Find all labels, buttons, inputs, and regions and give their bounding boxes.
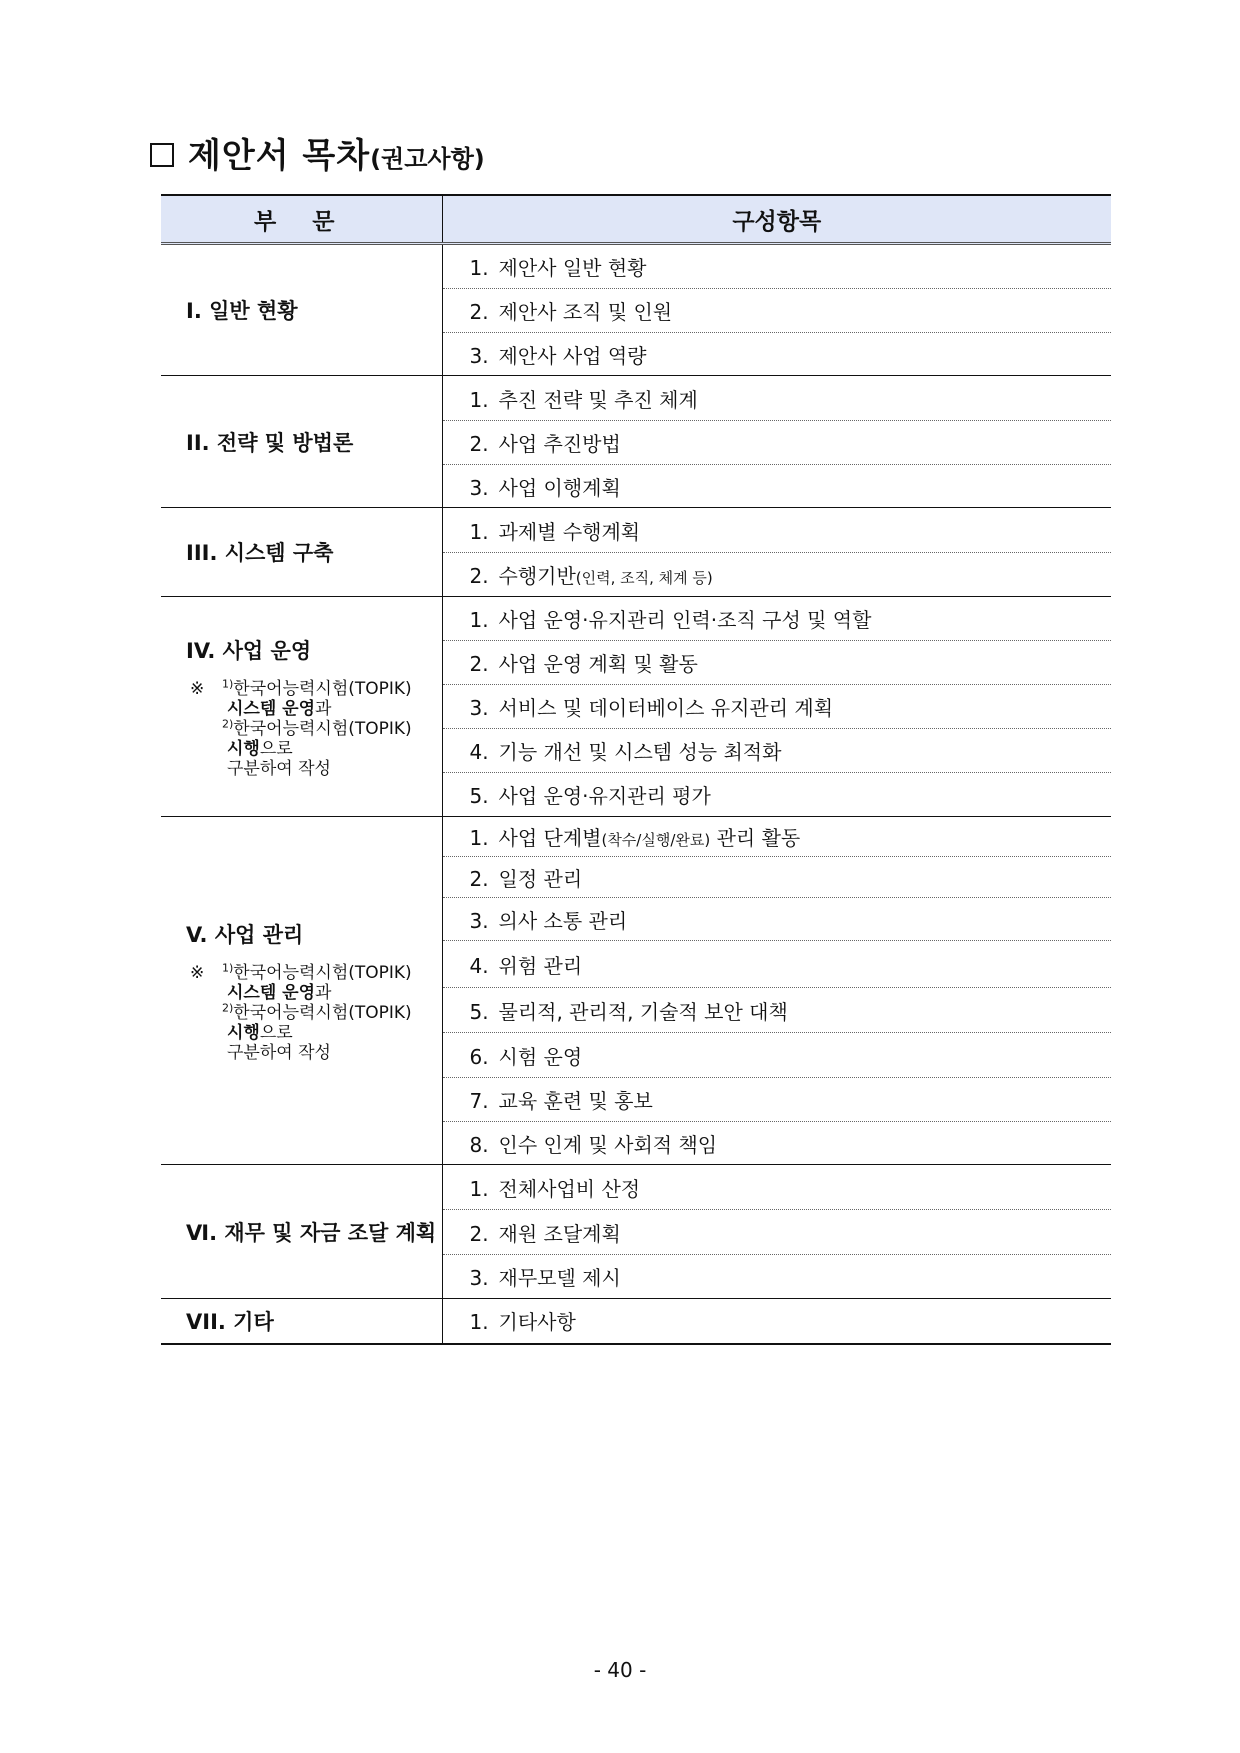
item-number: 4. [469, 740, 489, 764]
item-text: 위험 관리 [498, 953, 583, 978]
note-line: 구분하여 작성 [227, 1042, 331, 1063]
item-number: 2. [469, 652, 489, 676]
table-row [161, 508, 1111, 553]
item-number: 1. [469, 1176, 489, 1201]
note-bold: 시스템 운영 [227, 698, 316, 719]
item-cell [442, 1255, 1111, 1299]
checkbox-square-icon [150, 143, 174, 167]
note-sup: 2) [222, 716, 234, 730]
note-line: 한국어능력시험(TOPIK) [233, 1002, 412, 1023]
item-cell [442, 1078, 1111, 1122]
item-text: 수행기반 [498, 564, 576, 588]
item-cell [442, 1033, 1111, 1078]
item-cell [442, 508, 1111, 553]
section-cell [161, 244, 442, 376]
table-header-row [161, 195, 1111, 244]
item-cell [442, 988, 1111, 1033]
item-cell [442, 597, 1111, 641]
item-text: 서비스 및 데이터베이스 유지관리 계획 [498, 696, 834, 720]
item-text: 사업 이행계획 [498, 475, 621, 500]
item-number: 1. [469, 608, 489, 632]
item-number: 8. [469, 1132, 489, 1157]
item-text: 기능 개선 및 시스템 성능 최적화 [498, 740, 782, 764]
header-items: 구성항목 [442, 195, 1111, 244]
item-number: 2. [469, 1221, 489, 1246]
item-cell [442, 898, 1111, 941]
item-number: 7. [469, 1089, 489, 1113]
item-detail: (착수/실행/완료) [601, 831, 711, 849]
header-section: 부 문 [161, 195, 442, 244]
item-text: 사업 단계별 [498, 826, 602, 850]
item-cell [442, 641, 1111, 685]
toc-table [161, 194, 1111, 1345]
item-number: 2. [469, 300, 489, 324]
item-text: 사업 운영·유지관리 인력·조직 구성 및 역할 [498, 608, 872, 632]
note-line: 한국어능력시험(TOPIK) [233, 962, 412, 983]
item-text: 전체사업비 산정 [498, 1176, 641, 1201]
note-line: 과 [315, 698, 332, 719]
page-number: - 40 - [593, 1658, 647, 1682]
note-line: 한국어능력시험(TOPIK) [233, 678, 412, 699]
item-number: 6. [469, 1044, 489, 1069]
item-number: 1. [469, 519, 489, 544]
item-text-after: 관리 활동 [710, 826, 801, 850]
toc-body [161, 244, 1111, 1344]
item-text: 의사 소통 관리 [498, 908, 628, 933]
note-bold: 시스템 운영 [227, 982, 316, 1003]
item-number: 5. [469, 784, 489, 808]
section-title: Ⅵ. 재무 및 자금 조달 계획 [186, 1220, 437, 1245]
item-cell [442, 289, 1111, 333]
section-title: III. 시스템 구축 [186, 541, 334, 565]
item-text: 사업 운영 계획 및 활동 [498, 652, 698, 676]
table-row [161, 244, 1111, 289]
section-title: II. 전략 및 방법론 [186, 430, 354, 455]
item-cell [442, 465, 1111, 508]
item-number: 5. [469, 999, 489, 1024]
item-number: 3. [469, 475, 489, 500]
section-note [186, 676, 442, 779]
item-cell [442, 1122, 1111, 1165]
note-bold: 시행 [227, 738, 260, 759]
section-title: I. 일반 현황 [186, 299, 298, 323]
item-cell [442, 376, 1111, 421]
item-cell [442, 941, 1111, 988]
item-cell [442, 1165, 1111, 1210]
item-cell [442, 817, 1111, 857]
item-number: 3. [469, 696, 489, 720]
note-sup: 1) [222, 676, 234, 690]
section-cell [161, 597, 442, 817]
item-number: 1. [469, 387, 489, 412]
note-line: 구분하여 작성 [227, 758, 331, 779]
item-text: 제안사 일반 현황 [498, 256, 647, 280]
item-cell [442, 773, 1111, 817]
item-detail: (인력, 조직, 체계 등) [575, 569, 713, 587]
table-row [161, 1299, 1111, 1344]
section-cell [161, 376, 442, 508]
item-number: 3. [469, 1266, 489, 1290]
note-line: 으로 [259, 1022, 293, 1043]
section-title: VII. 기타 [186, 1309, 274, 1334]
item-number: 3. [469, 908, 489, 933]
section-cell [161, 817, 442, 1165]
item-number: 1. [469, 256, 489, 280]
item-text: 사업 운영·유지관리 평가 [498, 784, 711, 808]
item-text: 교육 훈련 및 홍보 [498, 1089, 653, 1113]
item-number: 2. [469, 564, 489, 588]
title-main: 제안서 목차 [188, 136, 371, 176]
item-text: 일정 관리 [498, 866, 583, 891]
item-text: 재원 조달계획 [498, 1221, 621, 1246]
item-cell [442, 1210, 1111, 1255]
item-cell [442, 857, 1111, 898]
item-number: 2. [469, 432, 489, 456]
item-cell [442, 333, 1111, 376]
item-text: 제안사 사업 역량 [498, 343, 647, 368]
item-cell [442, 729, 1111, 773]
note-bold: 시행 [227, 1022, 260, 1043]
table-row [161, 376, 1111, 421]
section-cell [161, 1165, 442, 1299]
item-number: 2. [469, 866, 489, 891]
item-text: 사업 추진방법 [498, 432, 621, 456]
note-line: 으로 [259, 738, 293, 759]
item-number: 3. [469, 343, 489, 368]
note-mark: ※ [190, 678, 205, 699]
section-cell [161, 508, 442, 597]
note-sup: 2) [222, 1000, 234, 1014]
table-row [161, 817, 1111, 857]
item-text: 인수 인계 및 사회적 책임 [498, 1132, 718, 1157]
item-cell [442, 685, 1111, 729]
section-title: IV. 사업 운영 [186, 638, 312, 663]
note-mark: ※ [190, 962, 205, 983]
note-line: 과 [315, 982, 332, 1003]
item-cell [442, 1299, 1111, 1344]
note-line: 한국어능력시험(TOPIK) [233, 718, 412, 739]
title-subtitle: (권고사항) [370, 145, 485, 173]
item-text: 추진 전략 및 추진 체계 [498, 387, 698, 412]
item-text: 시험 운영 [498, 1044, 583, 1069]
section-note [186, 960, 442, 1063]
table-row [161, 1165, 1111, 1210]
section-cell [161, 1299, 442, 1344]
item-text: 과제별 수행계획 [498, 519, 641, 544]
item-text: 재무모델 제시 [498, 1266, 621, 1290]
item-cell [442, 244, 1111, 289]
item-text: 물리적, 관리적, 기술적 보안 대책 [498, 999, 788, 1024]
item-cell [442, 553, 1111, 597]
item-number: 1. [469, 1310, 489, 1335]
note-sup: 1) [222, 960, 234, 974]
item-cell [442, 421, 1111, 465]
table-row [161, 597, 1111, 641]
item-number: 4. [469, 953, 489, 978]
section-title: V. 사업 관리 [186, 922, 304, 947]
item-number: 1. [469, 826, 489, 850]
item-text: 기타사항 [498, 1310, 576, 1335]
item-text: 제안사 조직 및 인원 [498, 300, 673, 324]
page-title [150, 128, 485, 177]
